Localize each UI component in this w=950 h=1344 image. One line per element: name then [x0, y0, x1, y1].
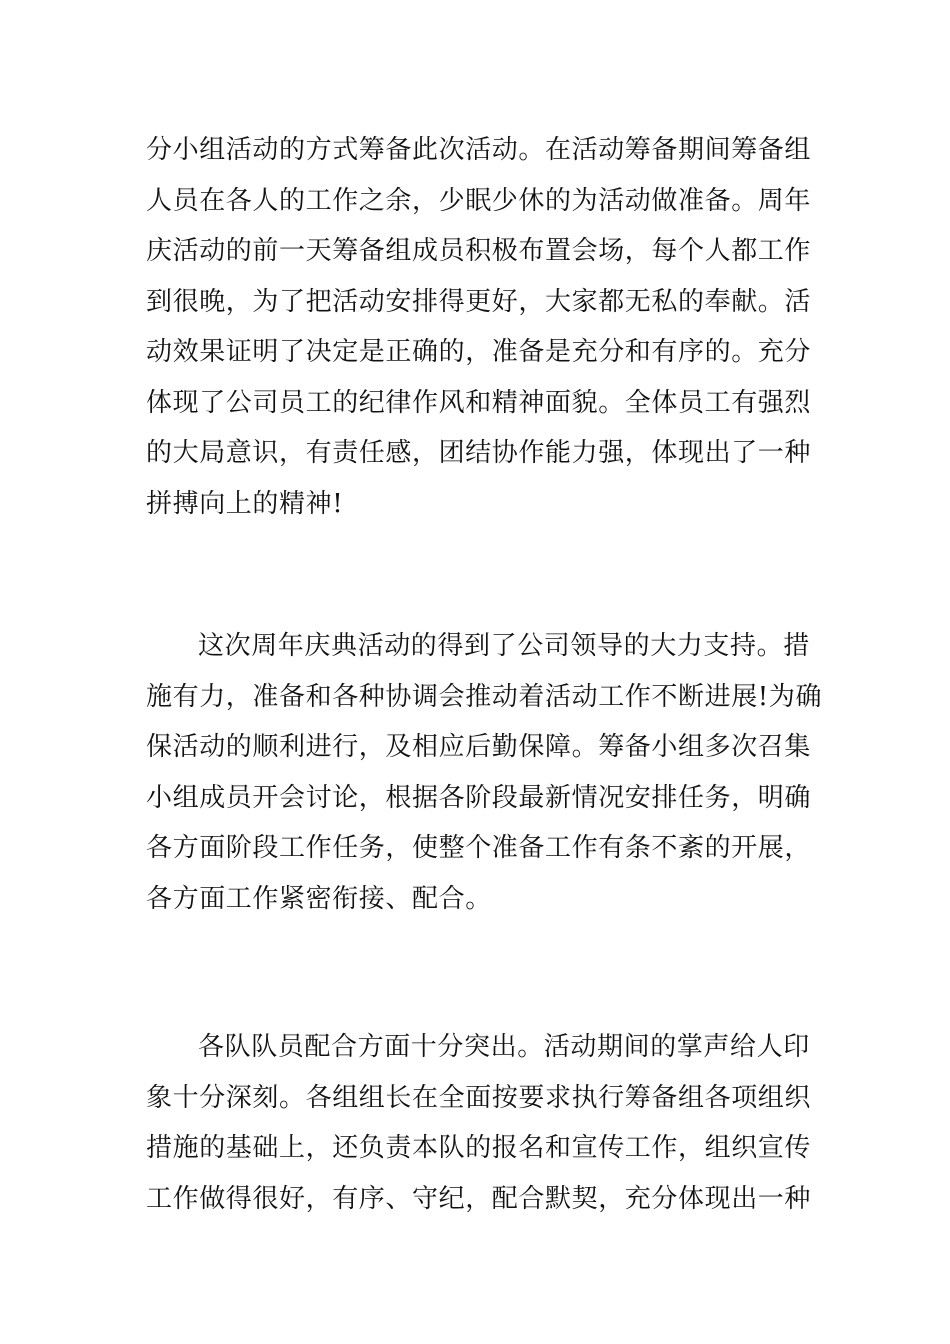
text-line: 小组成员开会讨论，根据各阶段最新情况安排任务，明确 — [146, 782, 812, 813]
text-line: 这次周年庆典活动的得到了公司领导的大力支持。措 — [198, 631, 810, 661]
text-line: 人员在各人的工作之余，少眠少休的为活动做准备。周年 — [146, 185, 812, 216]
text-line: 工作做得很好，有序、守纪，配合默契，充分体现出一种 — [146, 1183, 812, 1214]
text-line: 保活动的顺利进行，及相应后勤保障。筹备小组多次召集 — [146, 732, 812, 762]
text-line: 施有力，准备和各种协调会推动着活动工作不断进展!为确 — [146, 681, 823, 712]
text-line: 象十分深刻。各组组长在全面按要求执行筹备组各项组织 — [146, 1082, 812, 1113]
text-line: 庆活动的前一天筹备组成员积极布置会场，每个人都工作 — [146, 236, 812, 266]
paragraph-1 — [146, 125, 812, 529]
text-line: 分小组活动的方式筹备此次活动。在活动筹备期间筹备组 — [146, 135, 812, 165]
paragraph-2 — [146, 621, 823, 924]
paragraph-3 — [146, 1022, 812, 1224]
text-line: 动效果证明了决定是正确的，准备是充分和有序的。充分 — [146, 337, 812, 367]
text-line: 各队队员配合方面十分突出。活动期间的掌声给人印 — [198, 1032, 810, 1062]
text-line: 的大局意识，有责任感，团结协作能力强，体现出了一种 — [146, 438, 812, 468]
text-line: 拼搏向上的精神! — [146, 488, 344, 519]
text-line: 措施的基础上，还负责本队的报名和宣传工作，组织宣传 — [146, 1133, 812, 1163]
text-line: 各方面工作紧密衔接、配合。 — [146, 883, 492, 914]
text-line: 体现了公司员工的纪律作风和精神面貌。全体员工有强烈 — [146, 387, 812, 418]
text-line: 到很晚，为了把活动安排得更好，大家都无私的奉献。活 — [146, 286, 812, 317]
text-line: 各方面阶段工作任务，使整个准备工作有条不紊的开展， — [146, 833, 812, 863]
